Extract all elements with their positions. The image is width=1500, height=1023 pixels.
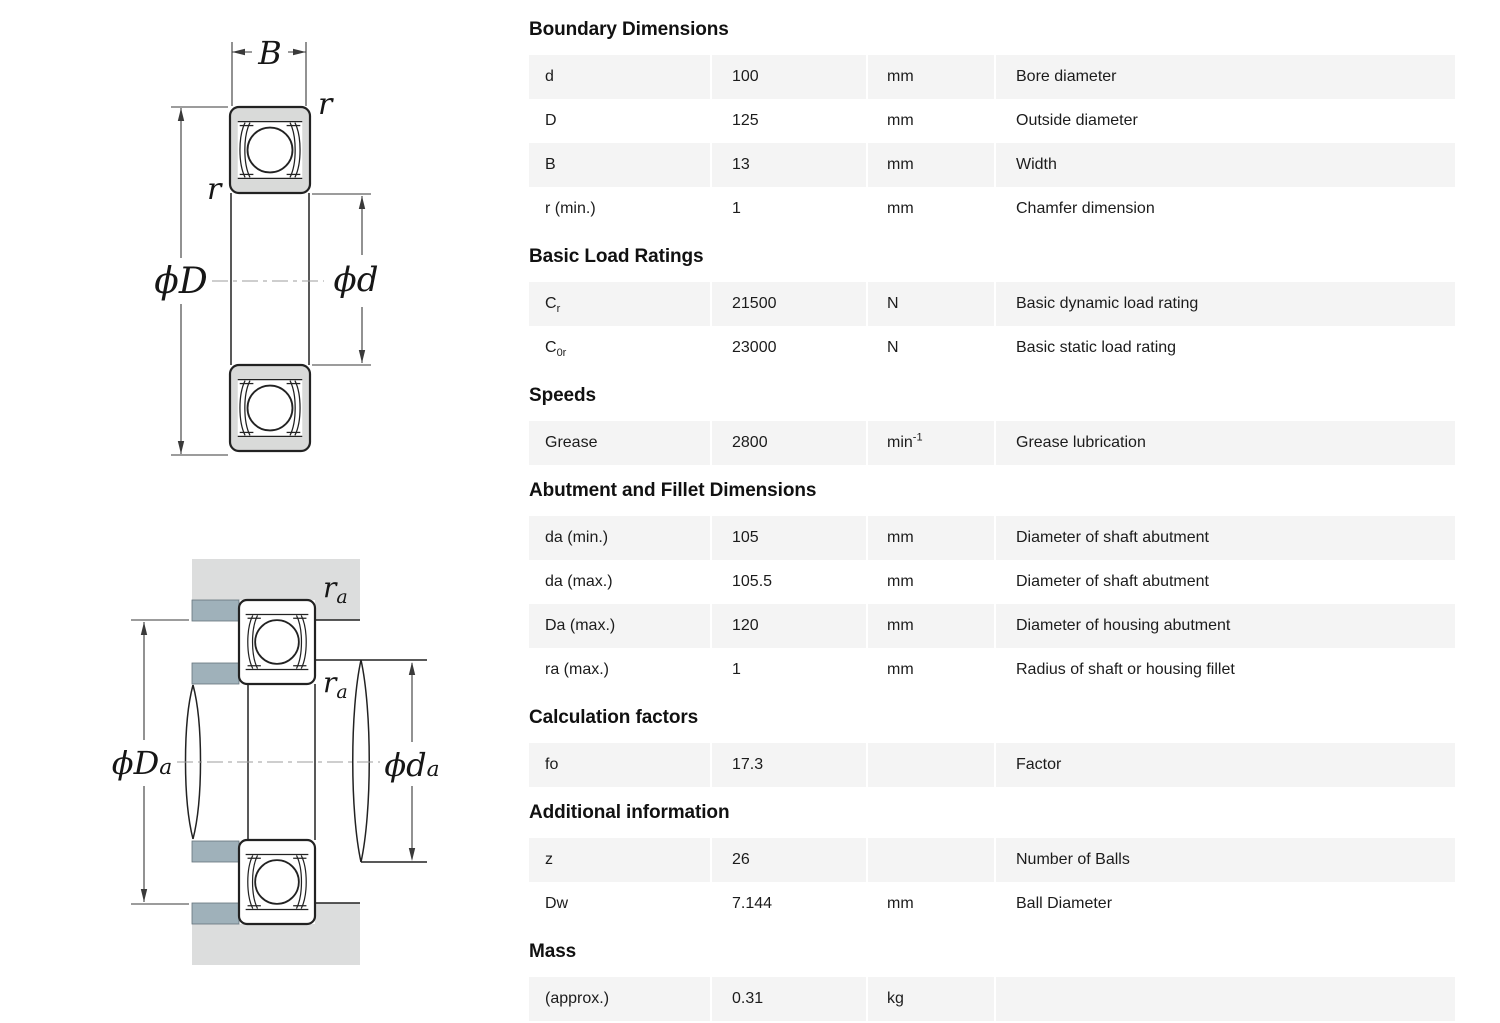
spec-desc: Factor — [996, 743, 1455, 787]
dim-label-phida: ϕda — [384, 746, 440, 784]
spec-row — [529, 282, 1455, 326]
spec-desc: Diameter of housing abutment — [996, 604, 1455, 648]
section-title: Speeds — [529, 385, 596, 406]
spec-value: 26 — [712, 838, 866, 882]
spec-desc — [996, 977, 1455, 1021]
dim-label-ra-lower: $r_a$ — [323, 666, 348, 703]
bearing-mounting-diagram — [0, 510, 500, 1023]
diagram-column — [0, 0, 500, 1023]
spec-unit: mm — [868, 55, 994, 99]
spec-value: 2800 — [712, 421, 866, 465]
spec-desc: Basic static load rating — [1016, 339, 1177, 356]
spec-label: d — [529, 55, 710, 99]
spec-value: 7.144 — [732, 895, 773, 912]
spec-unit: mm — [887, 573, 914, 590]
spec-table — [527, 977, 1457, 1021]
spec-desc: Grease lubrication — [996, 421, 1455, 465]
spec-unit — [868, 743, 994, 787]
section-title: Mass — [529, 941, 577, 962]
dim-label-ra-upper: $r_a$ — [323, 571, 348, 608]
spec-row — [529, 143, 1455, 187]
dim-label-phiD: ϕD — [154, 261, 208, 302]
spec-section — [529, 479, 1459, 692]
spec-desc: Chamfer dimension — [1016, 200, 1155, 217]
spec-row — [529, 560, 1455, 604]
spec-label: Da (max.) — [529, 604, 710, 648]
section-title: Basic Load Ratings — [529, 246, 704, 267]
spec-value: 1 — [732, 200, 741, 217]
spec-value: 120 — [712, 604, 866, 648]
spec-unit: kg — [868, 977, 994, 1021]
spec-label: fo — [529, 743, 710, 787]
spec-unit: mm — [868, 604, 994, 648]
spec-row — [529, 743, 1455, 787]
spec-desc: Diameter of shaft abutment — [1016, 573, 1209, 590]
spec-value: 105 — [712, 516, 866, 560]
spec-table — [527, 282, 1457, 370]
bearing-cross-section-diagram — [0, 0, 500, 510]
spec-unit — [868, 838, 994, 882]
dim-label-b: B — [258, 34, 282, 72]
spec-unit: mm — [887, 112, 914, 129]
spec-row — [529, 99, 1455, 143]
spec-label: z — [529, 838, 710, 882]
spec-desc: Number of Balls — [996, 838, 1455, 882]
spec-label: Dw — [545, 895, 569, 912]
spec-desc: Width — [996, 143, 1455, 187]
spec-unit: mm — [868, 143, 994, 187]
spec-label: da (min.) — [529, 516, 710, 560]
dim-phida — [384, 662, 439, 861]
spec-desc: Bore diameter — [996, 55, 1455, 99]
spec-section — [529, 706, 1459, 787]
spec-table — [527, 743, 1457, 787]
spec-desc: Radius of shaft or housing fillet — [1016, 661, 1235, 678]
spec-desc: Diameter of shaft abutment — [996, 516, 1455, 560]
dim-label-phiDa: ϕDa — [111, 744, 173, 782]
spec-panel — [529, 0, 1459, 1021]
spec-desc: Outside diameter — [1016, 112, 1138, 129]
spec-row — [529, 55, 1455, 99]
spec-label: B — [529, 143, 710, 187]
spec-row — [529, 421, 1455, 465]
spec-unit: $\min^{-1}$ — [868, 421, 994, 465]
section-title: Abutment and Fillet Dimensions — [529, 480, 817, 501]
spec-label: Grease — [529, 421, 710, 465]
spec-desc: Basic dynamic load rating — [996, 282, 1455, 326]
section-title: Boundary Dimensions — [529, 19, 729, 40]
spec-unit: N — [868, 282, 994, 326]
spec-unit: mm — [887, 200, 914, 217]
bearing-section-top — [230, 107, 310, 193]
spec-unit: mm — [887, 895, 914, 912]
bearing-section-bottom — [239, 840, 315, 924]
spec-value: 17.3 — [712, 743, 866, 787]
spec-row — [529, 838, 1455, 882]
section-title: Calculation factors — [529, 707, 699, 728]
spec-unit: mm — [887, 661, 914, 678]
spec-row — [529, 882, 1455, 926]
bore-lines — [231, 193, 309, 365]
spec-row — [529, 648, 1455, 692]
spec-section — [529, 245, 1459, 370]
spec-value: 1 — [732, 661, 741, 678]
spec-section — [529, 801, 1459, 926]
spec-label: $C_{0r}$ — [545, 339, 567, 360]
bearing-section-top — [239, 600, 315, 684]
dim-label-r-left: r — [207, 172, 222, 207]
spec-table — [527, 516, 1457, 692]
spec-label: $C_r$ — [529, 282, 710, 326]
bearing-section-bottom — [230, 365, 310, 451]
section-title: Additional information — [529, 802, 730, 823]
spec-row — [529, 604, 1455, 648]
spec-value: 125 — [732, 112, 759, 129]
spec-table — [527, 838, 1457, 926]
spec-table — [527, 421, 1457, 465]
spec-value: 23000 — [732, 339, 777, 356]
spec-label: r (min.) — [545, 200, 596, 217]
spec-row — [529, 516, 1455, 560]
spec-value: 0.31 — [712, 977, 866, 1021]
spec-value: 13 — [712, 143, 866, 187]
spec-section — [529, 940, 1459, 1021]
spec-table — [527, 55, 1457, 231]
dim-B — [232, 34, 306, 106]
dim-phid — [312, 194, 378, 365]
spec-row — [529, 326, 1455, 370]
spec-value: 21500 — [712, 282, 866, 326]
spec-section — [529, 18, 1459, 231]
spec-value: 100 — [712, 55, 866, 99]
spec-label: ra (max.) — [545, 661, 609, 678]
spec-row — [529, 187, 1455, 231]
spec-section — [529, 384, 1459, 465]
spec-row — [529, 977, 1455, 1021]
spec-label: D — [545, 112, 557, 129]
spec-unit: mm — [868, 516, 994, 560]
dim-label-r-top: r — [318, 87, 333, 122]
spec-value: 105.5 — [732, 573, 773, 590]
spec-unit: N — [887, 339, 899, 356]
spec-label: (approx.) — [529, 977, 710, 1021]
spec-desc: Ball Diameter — [1016, 895, 1113, 912]
spec-label: da (max.) — [545, 573, 613, 590]
dim-label-phid: ϕd — [333, 260, 379, 300]
